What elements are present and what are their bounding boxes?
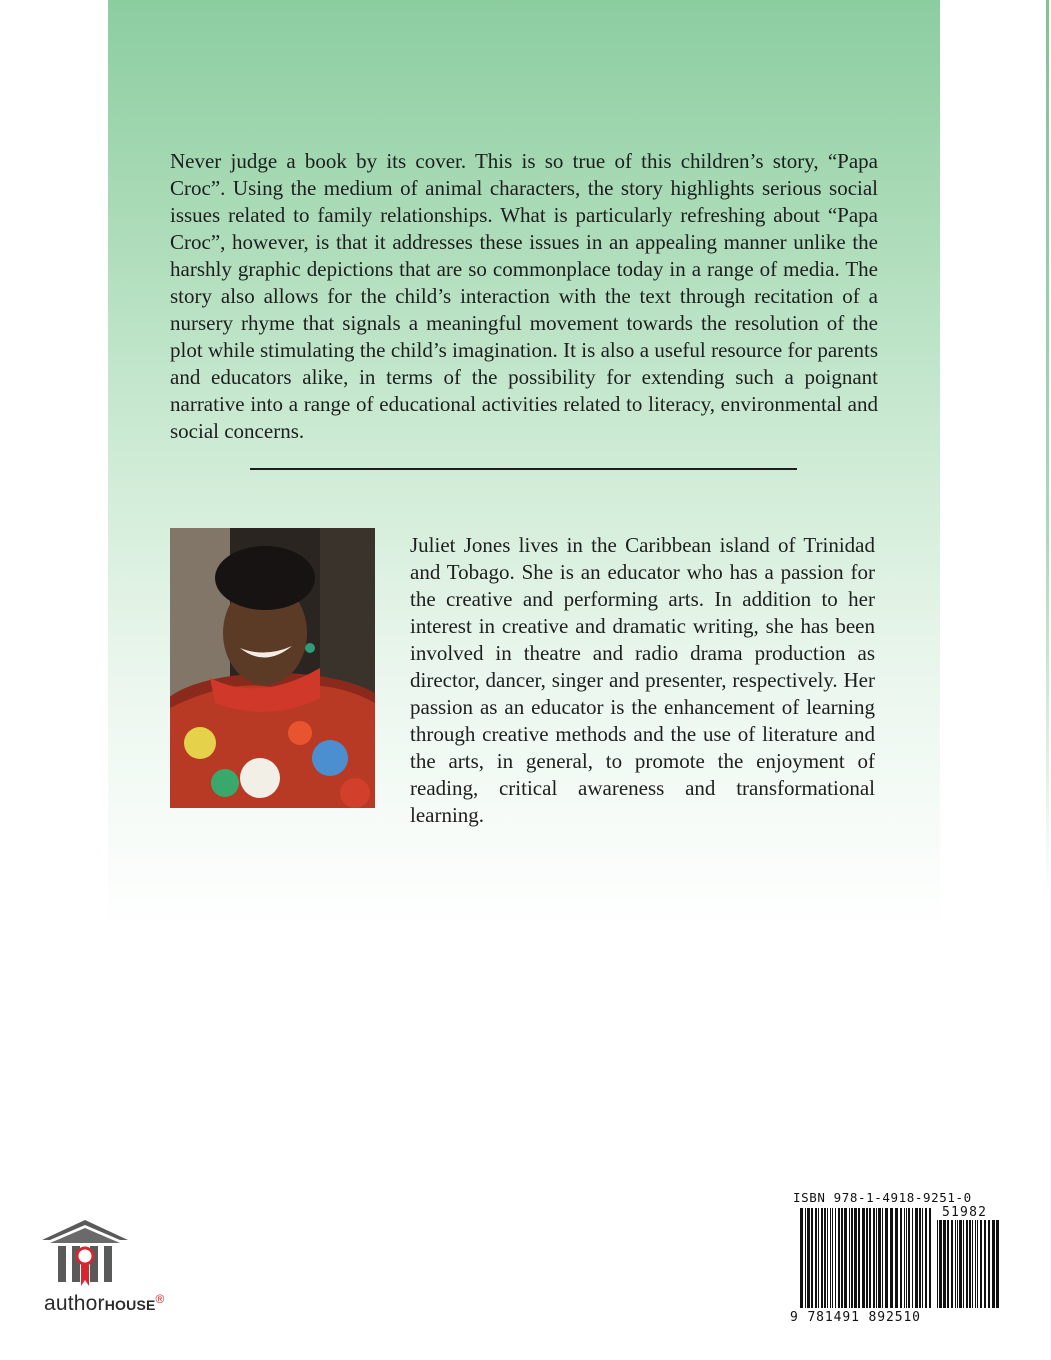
barcode-bar — [821, 1208, 823, 1308]
barcode-bar — [957, 1220, 958, 1308]
barcode-bar — [800, 1208, 803, 1308]
barcode-bar — [975, 1220, 976, 1308]
barcode-bar — [984, 1220, 986, 1308]
barcode-bar — [805, 1208, 806, 1308]
barcode-bar — [947, 1220, 949, 1308]
barcode-bar — [939, 1220, 942, 1308]
barcode-bar — [922, 1208, 923, 1308]
barcode-bar — [925, 1208, 927, 1308]
barcode-bar — [815, 1208, 817, 1308]
barcode-bar — [955, 1220, 956, 1308]
registered-mark: ® — [155, 1292, 165, 1306]
authorhouse-logo-icon — [40, 1218, 130, 1293]
ean-digits: 9 781491 892510 — [790, 1310, 921, 1325]
author-portrait-icon — [170, 528, 375, 808]
barcode-bar — [912, 1208, 913, 1308]
barcode-addon-bars — [937, 1220, 1001, 1308]
barcode-bar — [844, 1208, 847, 1308]
author-photo — [170, 528, 375, 808]
isbn-barcode — [790, 1188, 1012, 1326]
barcode-bar — [885, 1208, 888, 1308]
barcode-bar — [835, 1208, 836, 1308]
barcode-bar — [915, 1208, 918, 1308]
barcode-bar — [832, 1208, 833, 1308]
barcode-bar — [878, 1208, 881, 1308]
barcode-bar — [996, 1220, 999, 1308]
barcode-bar — [869, 1208, 871, 1308]
barcode-bar — [895, 1208, 898, 1308]
barcode-bar — [977, 1220, 978, 1308]
barcode-bar — [966, 1220, 968, 1308]
barcode-bar — [841, 1208, 843, 1308]
barcode-bar — [919, 1208, 921, 1308]
barcode-bar — [963, 1220, 964, 1308]
price-code: 51982 — [942, 1205, 988, 1220]
barcode-bar — [951, 1220, 953, 1308]
barcode-bar — [858, 1208, 860, 1308]
barcode-bar — [873, 1208, 875, 1308]
barcode-bar — [838, 1208, 840, 1308]
barcode-bar — [906, 1208, 907, 1308]
barcode-bar — [807, 1208, 810, 1308]
publisher-name-part2: HOUSE — [104, 1297, 156, 1313]
cover-edge-line — [1046, 0, 1049, 900]
barcode-bar — [824, 1208, 826, 1308]
barcode-bar — [900, 1208, 902, 1308]
barcode-bar — [854, 1208, 857, 1308]
barcode-bar — [908, 1208, 910, 1308]
section-divider — [250, 468, 797, 470]
barcode-bar — [827, 1208, 828, 1308]
barcode-bar — [849, 1208, 850, 1308]
barcode-bar — [904, 1208, 905, 1308]
barcode-bar — [929, 1208, 931, 1308]
barcode-bar — [882, 1208, 883, 1308]
barcode-bar — [943, 1220, 946, 1308]
publisher-name-part1: author — [44, 1292, 105, 1315]
barcode-bar — [811, 1208, 813, 1308]
barcode-bar — [866, 1208, 868, 1308]
author-biography: Juliet Jones lives in the Caribbean island of Trinidad and Tobago. She is an educator who has a passion for the creative and performing arts. In addition to her interest in creative and dramatic writing, she has been involved in theatre and radio drama production as director, dancer, singer and presenter, respectively. Her passion as an educator is the enhancement of learning through creative methods and the use of literature and the arts, in general, to promote the enjoyment of reading, critical awareness and transformational learning. — [410, 533, 875, 827]
barcode-bar — [890, 1208, 893, 1308]
barcode-bar — [862, 1208, 865, 1308]
barcode-bar — [937, 1220, 938, 1308]
barcode-main-bars — [800, 1208, 932, 1308]
barcode-bar — [980, 1220, 982, 1308]
barcode-bar — [972, 1220, 973, 1308]
barcode-bar — [830, 1208, 831, 1308]
barcode-bar — [876, 1208, 877, 1308]
barcode-bar — [959, 1220, 962, 1308]
barcode-bar — [851, 1208, 853, 1308]
barcode-bar — [969, 1220, 971, 1308]
book-blurb: Never judge a book by its cover. This is so true of this children’s story, “Papa Croc”. Using the medium of animal characters, the story highlights serious social issues related to family relationships. What is particularly refreshing about “Papa Croc”, however, is that it addresses these issues in an appealing manner unlike the harshly graphic depictions that are so commonplace today in a range of media. The story also allows for the child’s interaction with the text through recitation of a nursery rhyme that signals a meaningful movement towards the resolution of the plot while stimulating the child’s imagination. It is also a useful resource for parents and educators alike, in terms of the possibility for extending such a poignant narrative into a range of educational activities related to literacy, environmental and social concerns. — [170, 149, 878, 443]
barcode-bar — [992, 1220, 995, 1308]
barcode-bar — [988, 1220, 990, 1308]
publisher-name — [44, 1292, 165, 1316]
isbn-label: ISBN 978-1-4918-9251-0 — [793, 1190, 972, 1205]
barcode-bar — [818, 1208, 819, 1308]
